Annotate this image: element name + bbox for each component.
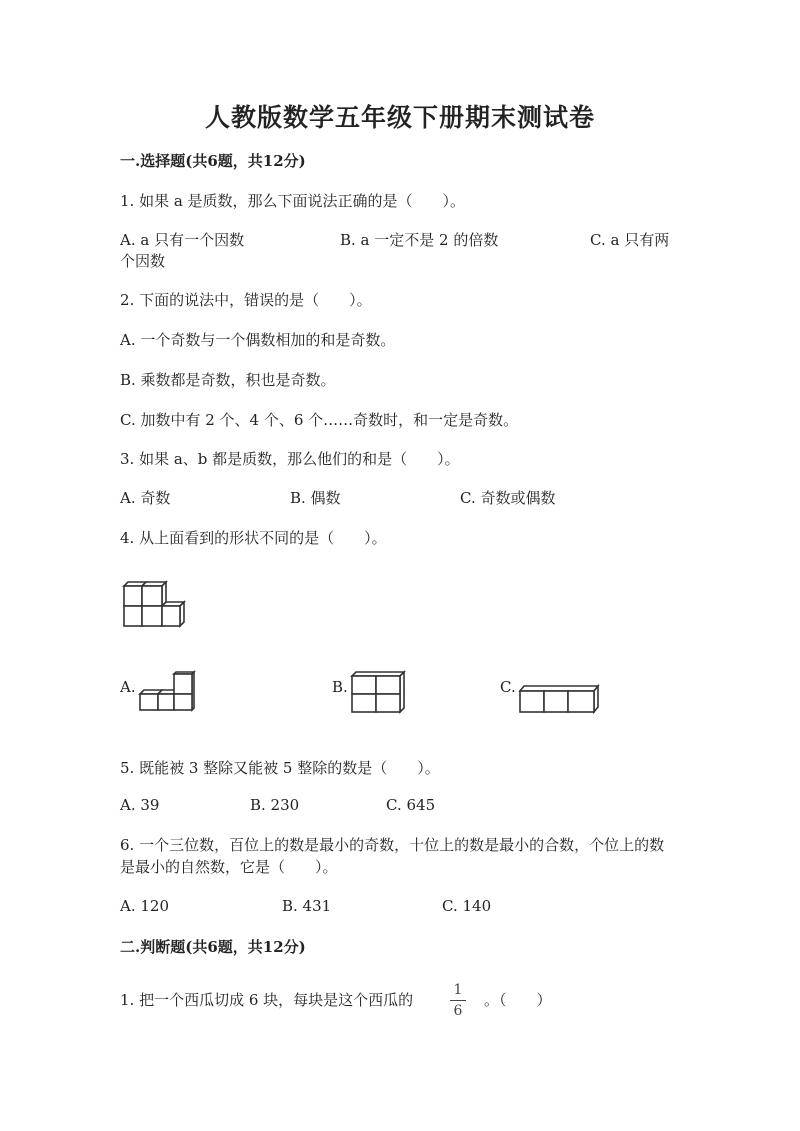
section-heading-choice: 一.选择题(共6题，共12分): [120, 152, 306, 170]
fraction-one-sixth: [450, 982, 466, 1019]
q4-cube-figure: [118, 576, 190, 632]
q3-option-b: B. 偶数: [290, 489, 341, 507]
fraction-bar: [450, 1000, 466, 1001]
q2-option-b: B. 乘数都是奇数，积也是奇数。: [120, 371, 336, 389]
question-2: 2. 下面的说法中，错误的是（ ）。: [120, 291, 372, 309]
q6-option-b: B. 431: [282, 897, 332, 915]
q1-option-c: C. a 只有两: [590, 231, 670, 249]
q4-option-b-figure: [350, 670, 406, 716]
q5-option-b: B. 230: [250, 796, 300, 814]
judgement-question-1-tail: 。（ ）: [484, 991, 552, 1009]
q2-option-a: A. 一个奇数与一个偶数相加的和是奇数。: [120, 331, 396, 349]
q5-option-c: C. 645: [386, 796, 436, 814]
q3-option-a: A. 奇数: [120, 489, 171, 507]
question-5: 5. 既能被 3 整除又能被 5 整除的数是（ ）。: [120, 759, 440, 777]
q4-option-b: B.: [332, 678, 348, 696]
page-title: 人教版数学五年级下册期末测试卷: [204, 103, 595, 132]
judgement-question-1: 1. 把一个西瓜切成 6 块，每块是这个西瓜的: [120, 991, 414, 1009]
q6-option-a: A. 120: [120, 897, 169, 915]
q2-option-c: C. 加数中有 2 个、4 个、6 个……奇数时，和一定是奇数。: [120, 411, 519, 429]
fraction-denominator: 6: [453, 1003, 463, 1019]
q4-option-c-figure: [518, 683, 602, 715]
q4-option-a-figure: [136, 670, 198, 714]
question-1: 1. 如果 a 是质数，那么下面说法正确的是（ ）。: [120, 192, 466, 210]
q1-option-b: B. a 一定不是 2 的倍数: [340, 231, 499, 249]
q5-option-a: A. 39: [120, 796, 160, 814]
question-6: 6. 一个三位数，百位上的数是最小的奇数，十位上的数是最小的合数，个位上的数是最小的自然数，它是（ ）。: [120, 836, 665, 876]
q4-option-c: C.: [500, 678, 516, 696]
q1-option-a: A. a 只有一个因数: [120, 231, 245, 249]
section-heading-judgement: 二.判断题(共6题，共12分): [120, 938, 306, 956]
q1-option-c-continued: 个因数: [120, 252, 166, 270]
question-4: 4. 从上面看到的形状不同的是（ ）。: [120, 529, 387, 547]
q4-option-a: A.: [120, 678, 136, 696]
q3-option-c: C. 奇数或偶数: [460, 489, 556, 507]
question-3: 3. 如果 a、b 都是质数，那么他们的和是（ ）。: [120, 450, 460, 468]
q6-option-c: C. 140: [442, 897, 492, 915]
fraction-numerator: 1: [453, 982, 463, 998]
